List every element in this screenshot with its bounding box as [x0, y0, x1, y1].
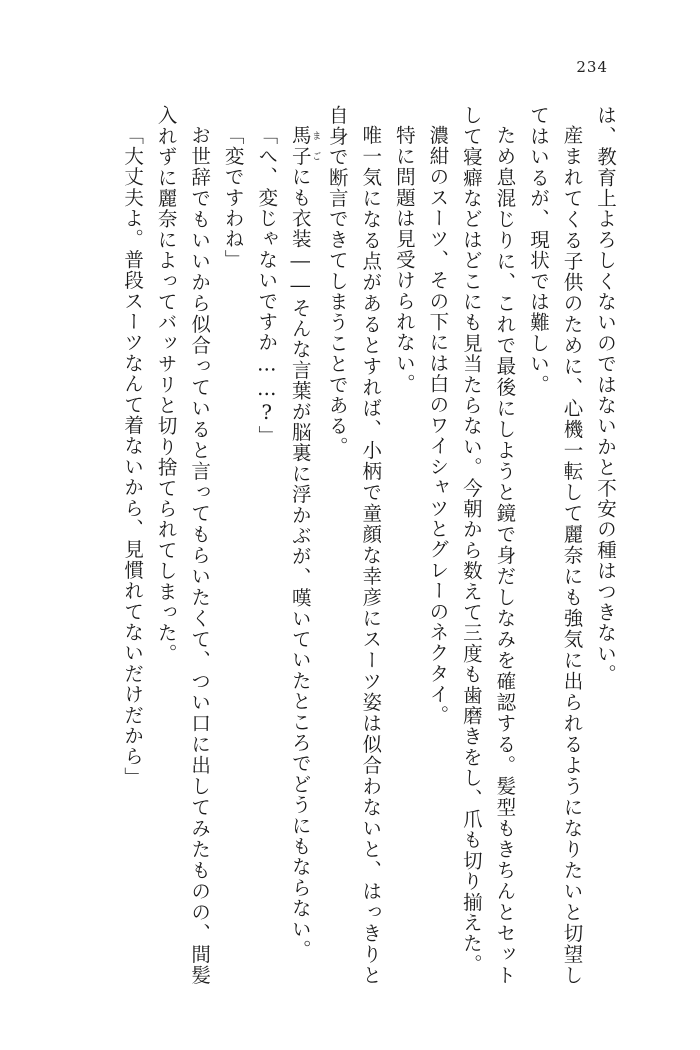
- paragraph-dialogue: 「大丈夫よ。普段スーツなんて着ないから、見慣れてないだけだから」: [121, 124, 145, 787]
- ruby-text: まご: [310, 124, 321, 166]
- paragraph: 濃紺のスーツ、その下には白のワイシャツとグレーのネクタイ。: [426, 124, 450, 725]
- page-body-text: [82, 105, 622, 985]
- paragraph-dialogue: 「へ、変じゃないですか……?」: [255, 124, 279, 446]
- page-number: 234: [576, 58, 608, 76]
- paragraph: 唯一気になる点があるとすれば、小柄で童顔な幸彦にスーツ姿は似合わないと、はっきりと自身で断言できてしまうことである。: [325, 105, 383, 985]
- ruby-annotation: [288, 124, 321, 166]
- paragraph: は、教育上よろしくないのではないかと不安の種はつきない。: [594, 105, 617, 685]
- paragraph-dialogue: 「変ですわね」: [221, 124, 245, 270]
- paragraph: ため息混じりに、これで最後にしようと鏡で身だしなみを確認する。髪型もきちんとセットして寝癖などはどこにも見当たらない。今朝から数えて三度も歯磨きをし、爪も切り揃えた。: [459, 105, 517, 985]
- paragraph: お世辞でもいいから似合っていると言ってもらいたくて、つい口に出してみたものの、間髪入れずに麗奈によってバッサリと切り捨てられてしまった。: [154, 105, 212, 985]
- paragraph-with-ruby: [283, 105, 320, 985]
- paragraph: 産まれてくる子供のために、心機一転して麗奈にも強気に出られるようになりたいと切望してはいるが、現状では難しい。: [526, 105, 584, 985]
- paragraph-tail: にも衣装――そんな言葉が脳裏に浮かぶが、嘆いていたところでどうにもならない。: [288, 165, 312, 960]
- ruby-base: 馬子: [288, 124, 312, 166]
- paragraph: 特に問題は見受けられない。: [392, 124, 416, 394]
